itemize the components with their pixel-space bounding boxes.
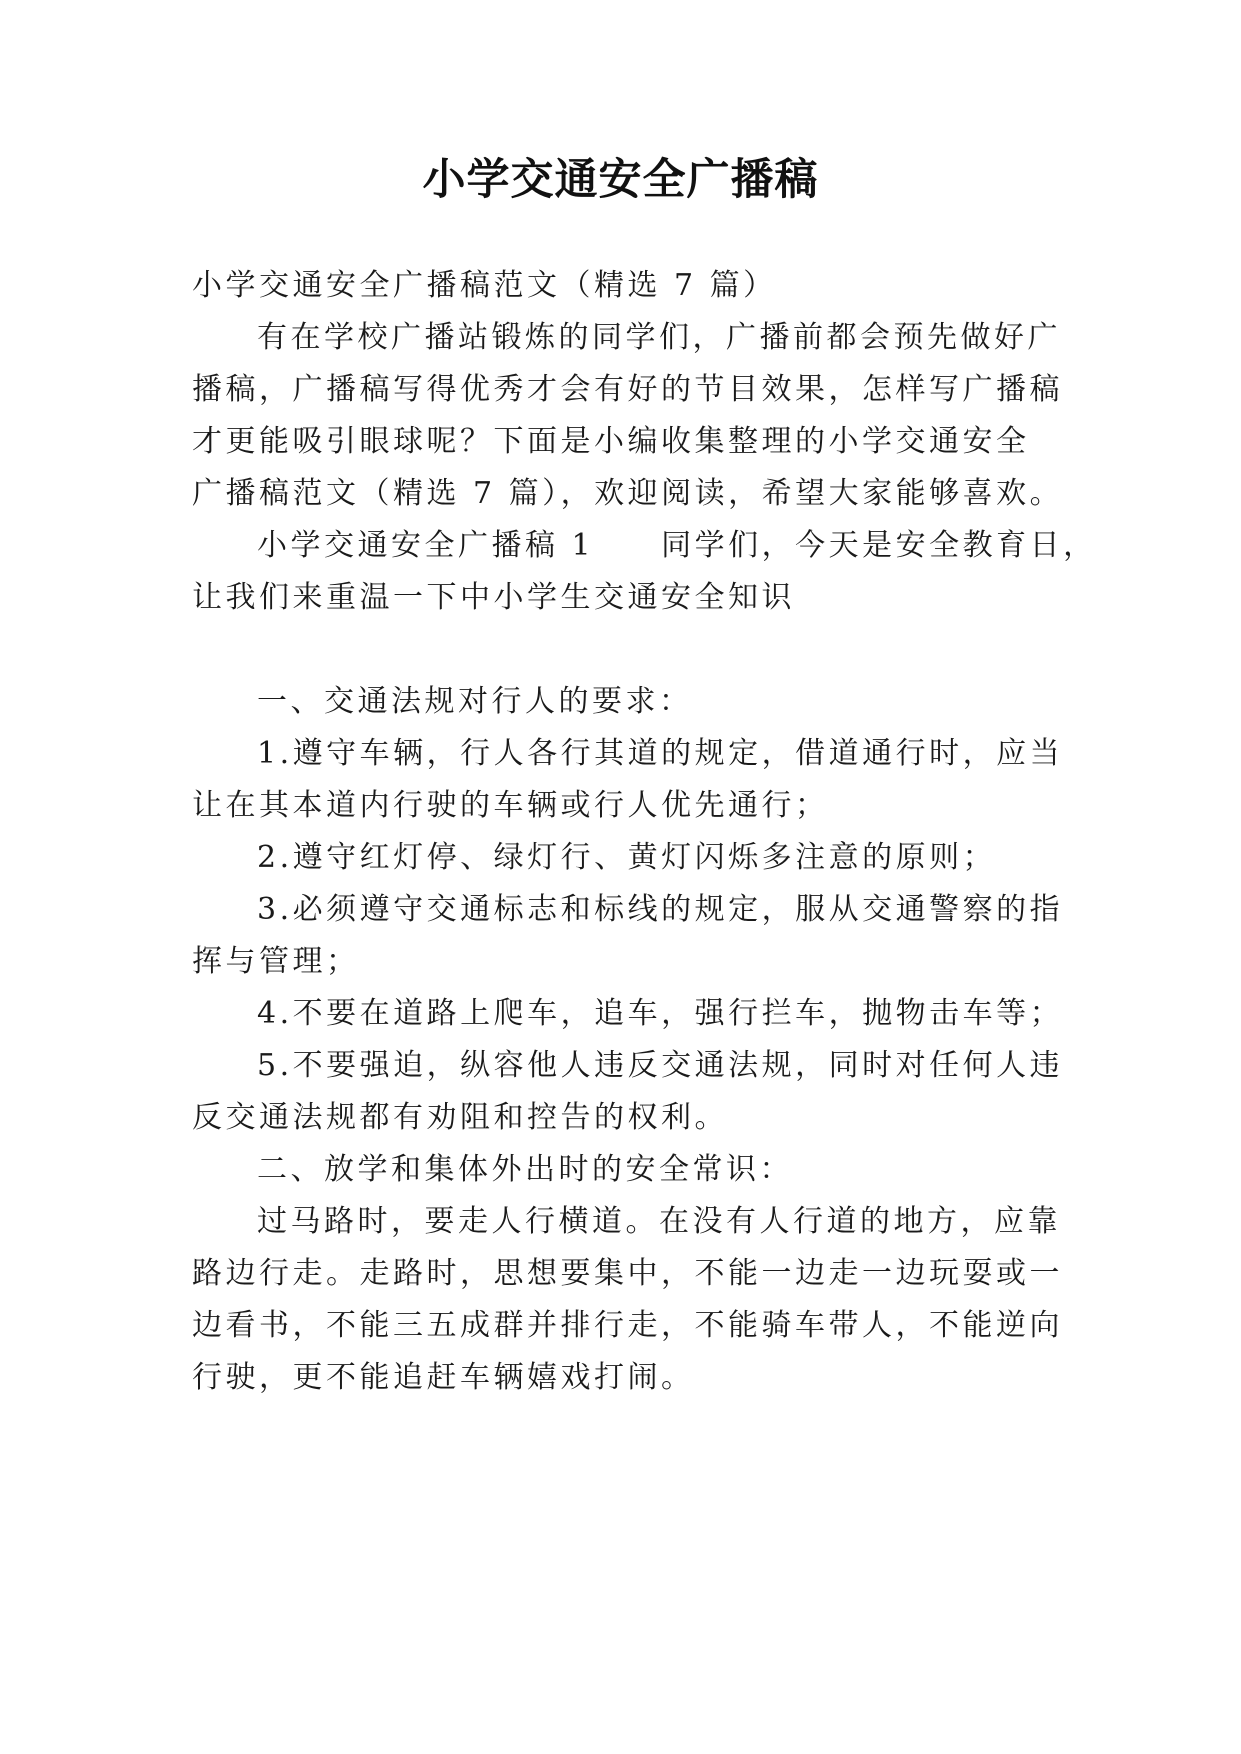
list-item-line: 让在其本道内行驶的车辆或行人优先通行； xyxy=(192,788,829,823)
paragraph-line: 路边行走。走路时，思想要集中，不能一边走一边玩耍或一 xyxy=(192,1256,1063,1291)
paragraph-line: 小学交通安全广播稿 1 同学们，今天是安全教育日， xyxy=(257,528,1097,563)
paragraph-line: 过马路时，要走人行横道。在没有人行道的地方，应靠 xyxy=(257,1204,1061,1239)
list-item-line: 挥与管理； xyxy=(192,944,360,979)
subtitle-line: 小学交通安全广播稿范文（精选 7 篇） xyxy=(192,268,777,303)
list-item-line: 2.遵守红灯停、绿灯行、黄灯闪烁多注意的原则； xyxy=(257,840,997,875)
paragraph-line: 边看书，不能三五成群并排行走，不能骑车带人，不能逆向 xyxy=(192,1308,1063,1343)
list-item-line: 1.遵守车辆，行人各行其道的规定，借道通行时，应当 xyxy=(257,736,1064,771)
section-heading: 一、交通法规对行人的要求： xyxy=(257,684,693,719)
paragraph-line: 行驶，更不能追赶车辆嬉戏打闹。 xyxy=(192,1360,695,1395)
paragraph-line: 有在学校广播站锻炼的同学们，广播前都会预先做好广 xyxy=(257,320,1061,355)
paragraph-line: 才更能吸引眼球呢？下面是小编收集整理的小学交通安全 xyxy=(192,424,1030,459)
paragraph-line: 播稿，广播稿写得优秀才会有好的节目效果，怎样写广播稿 xyxy=(192,372,1063,407)
list-item-line: 5.不要强迫，纵容他人违反交通法规，同时对任何人违 xyxy=(257,1048,1064,1083)
document-title: 小学交通安全广播稿 xyxy=(422,155,819,205)
list-item-line: 4.不要在道路上爬车，追车，强行拦车，抛物击车等； xyxy=(257,996,1064,1031)
section-heading: 二、放学和集体外出时的安全常识： xyxy=(257,1152,793,1187)
paragraph-line: 广播稿范文（精选 7 篇），欢迎阅读，希望大家能够喜欢。 xyxy=(192,476,1064,511)
paragraph-line: 让我们来重温一下中小学生交通安全知识 xyxy=(192,580,795,615)
list-item-line: 3.必须遵守交通标志和标线的规定，服从交通警察的指 xyxy=(257,892,1064,927)
list-item-line: 反交通法规都有劝阻和控告的权利。 xyxy=(192,1100,728,1135)
